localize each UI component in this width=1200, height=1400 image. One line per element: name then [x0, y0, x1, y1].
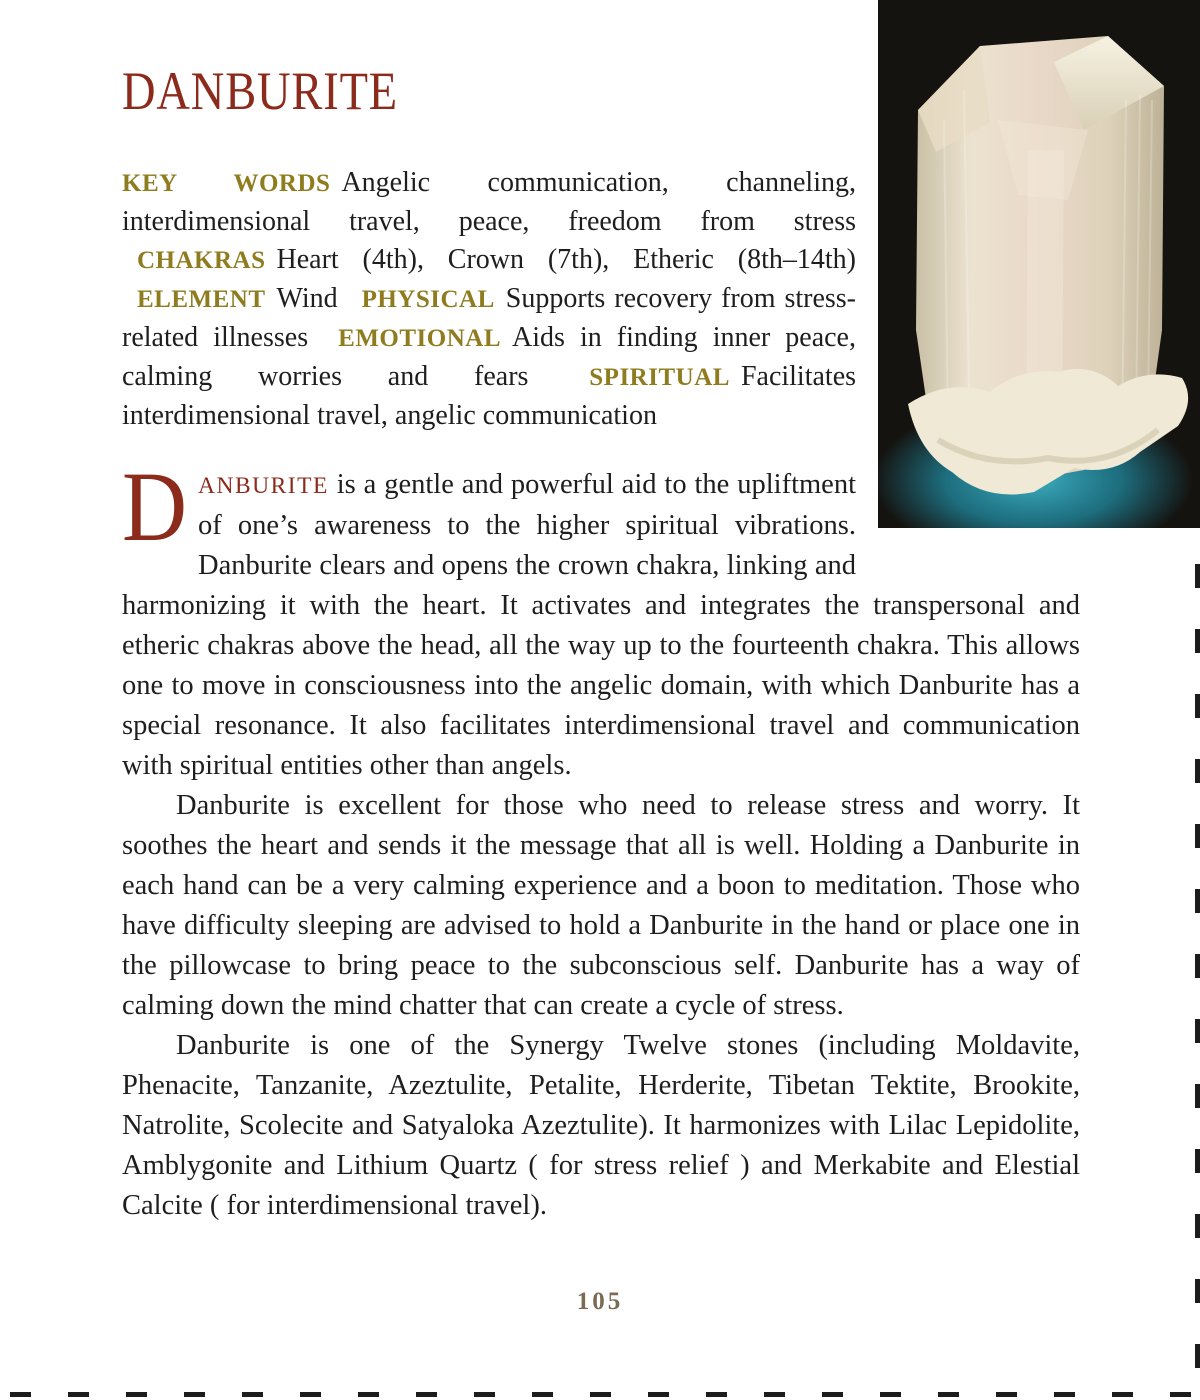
property-element [122, 283, 338, 314]
property-value-keywords: Angelic communication, channeling, interdimensional travel, peace, freedom from stress [122, 167, 856, 237]
property-chakras [122, 244, 856, 275]
property-value-emotional: Aids in finding inner peace, calming worries and fears [122, 322, 856, 392]
property-value-chakras: Heart (4th), Crown (7th), Etheric (8th–14th) [276, 244, 856, 275]
property-label-emotional: EMOTIONAL [338, 325, 501, 352]
property-value-spiritual: Facilitates interdimensional travel, angelic communication [122, 361, 857, 431]
property-value-physical: Supports recovery from stress-related illnesses [122, 283, 857, 353]
property-label-physical: PHYSICAL [361, 286, 495, 313]
lead-word: ANBURITE [198, 473, 329, 499]
property-label-spiritual: SPIRITUAL [589, 364, 730, 391]
paragraph-3: Danburite is one of the Synergy Twelve stones (including Moldavite, Phenacite, Tanzanite, Azeztulite, Petalite, Herderite, Tibetan Tektite, Brookite, Natrolite, Scolecite and Satyaloka Azeztulite). It harmonizes with Lilac Lepidolite, Amblygonite and Lithium Quartz ( for stress relief ) and Merkabite and Elestial Calcite ( for interdimensional travel). [122, 1030, 1080, 1221]
property-label-chakras: CHAKRAS [137, 247, 266, 274]
drop-cap: D [122, 451, 187, 562]
page-edge-marks-right [1195, 556, 1200, 1394]
property-value-element: Wind [276, 283, 338, 314]
page-edge-marks-bottom [0, 1392, 1200, 1397]
paragraph-1-text: is a gentle and powerful aid to the upliftment of one’s awareness to the higher spiritual vibrations. Danburite clears and opens the crown chakra, linking and harmonizing it with the heart. It activates and integrates the transpersonal and etheric chakras above the head, all the way up to the fourteenth chakra. This allows one to move in consciousness into the angelic domain, with which Danburite has a special resonance. It also facilitates interdimensional travel and communication with spiritual entities other than angels. [122, 469, 1080, 781]
property-label-keywords: KEY WORDS [122, 170, 331, 197]
article-body [122, 451, 1080, 1226]
property-label-element: ELEMENT [137, 286, 266, 313]
page-title: DANBURITE [122, 61, 399, 121]
property-keywords [122, 167, 856, 237]
page-number: 105 [576, 1288, 624, 1315]
paragraph-2: Danburite is excellent for those who need to release stress and worry. It soothes the heart and sends it the message that all is well. Holding a Danburite in each hand can be a very calming experience and a boon to meditation. Those who have difficulty sleeping are advised to hold a Danburite in the hand or place one in the pillowcase to bring peace to the subconscious self. Danburite has a way of calming down the mind chatter that can create a cycle of stress. [122, 790, 1080, 1021]
